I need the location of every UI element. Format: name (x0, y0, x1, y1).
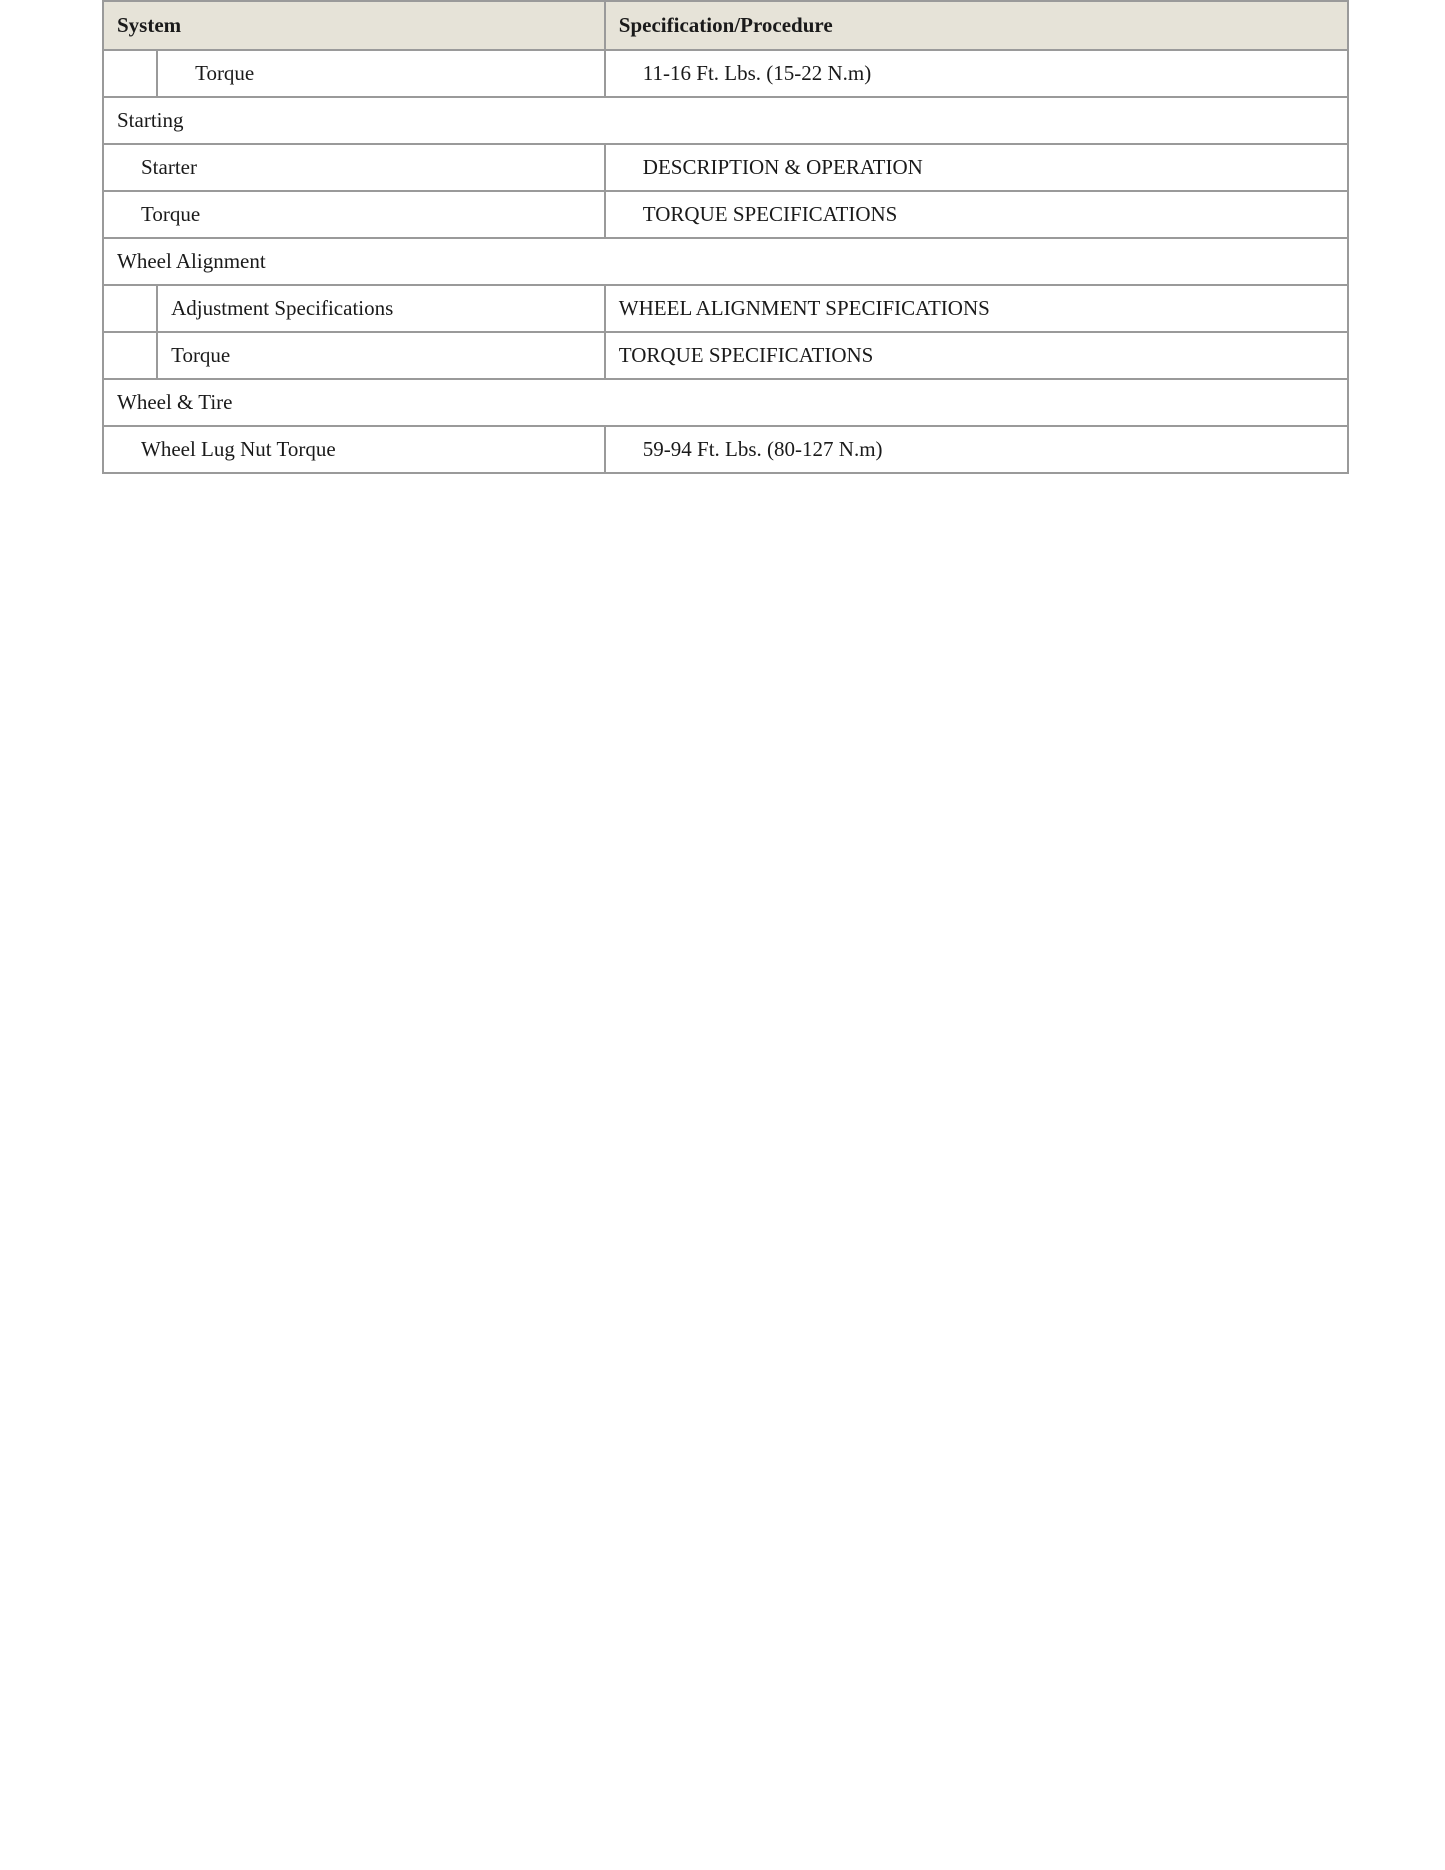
table-row (103, 144, 1348, 191)
system-cell: Adjustment Specifications (157, 285, 605, 332)
section-heading: Wheel & Tire (103, 379, 1348, 426)
spec-cell: TORQUE SPECIFICATIONS (605, 191, 1348, 238)
system-cell: Torque (103, 191, 605, 238)
section-heading: Wheel Alignment (103, 238, 1348, 285)
header-system: System (103, 1, 605, 50)
system-cell: Torque (157, 50, 605, 97)
section-row (103, 97, 1348, 144)
section-row (103, 238, 1348, 285)
header-specification: Specification/Procedure (605, 1, 1348, 50)
specification-table (102, 0, 1349, 474)
table-row (103, 426, 1348, 473)
system-cell: Torque (157, 332, 605, 379)
system-cell: Starter (103, 144, 605, 191)
spec-cell: WHEEL ALIGNMENT SPECIFICATIONS (605, 285, 1348, 332)
spec-cell: DESCRIPTION & OPERATION (605, 144, 1348, 191)
spec-cell: 59-94 Ft. Lbs. (80-127 N.m) (605, 426, 1348, 473)
indent-cell (103, 332, 157, 379)
spec-cell: 11-16 Ft. Lbs. (15-22 N.m) (605, 50, 1348, 97)
table-row (103, 191, 1348, 238)
table-row (103, 50, 1348, 97)
indent-cell (103, 50, 157, 97)
system-cell: Wheel Lug Nut Torque (103, 426, 605, 473)
table-row (103, 285, 1348, 332)
table-header-row (103, 1, 1348, 50)
section-row (103, 379, 1348, 426)
indent-cell (103, 285, 157, 332)
section-heading: Starting (103, 97, 1348, 144)
spec-cell: TORQUE SPECIFICATIONS (605, 332, 1348, 379)
table-row (103, 332, 1348, 379)
